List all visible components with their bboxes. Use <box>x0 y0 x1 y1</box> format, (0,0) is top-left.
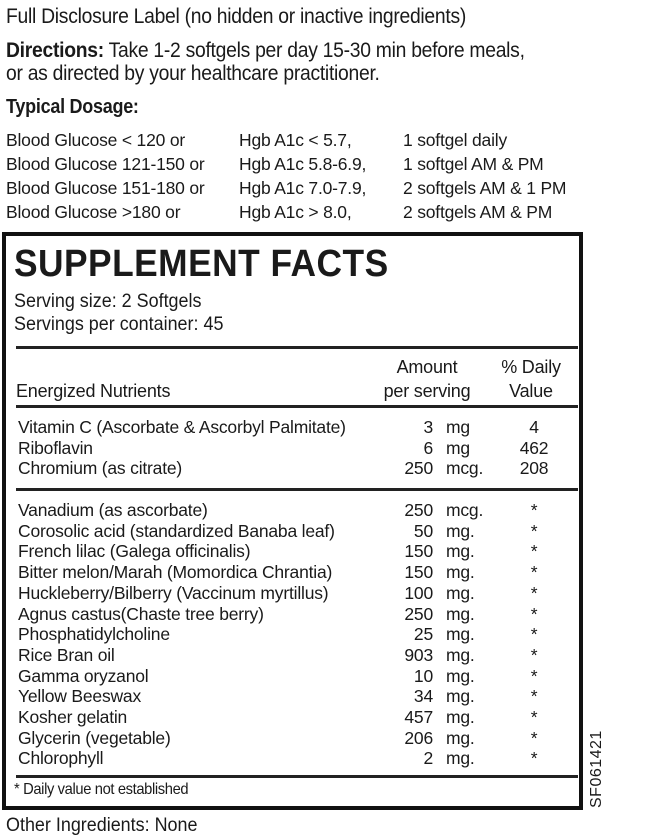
divider-thick <box>16 775 578 778</box>
nutrient-row <box>0 417 661 438</box>
nutrient-name: Huckleberry/Bilberry (Vaccinum myrtillus) <box>18 582 329 603</box>
glucose-range: Blood Glucose 151-180 or <box>6 178 205 198</box>
nutrient-unit: mg. <box>446 541 475 562</box>
nutrient-row <box>0 666 661 687</box>
nutrient-row <box>0 500 661 521</box>
directions-text-2: or as directed by your healthcare practitioner. <box>6 62 380 85</box>
glucose-range: Blood Glucose < 120 or <box>6 130 185 150</box>
nutrient-name: French lilac (Galega officinalis) <box>18 541 251 562</box>
nutrient-name: Corosolic acid (standardized Banaba leaf) <box>18 520 335 541</box>
footnote-text: * Daily value not established <box>14 781 189 798</box>
nutrient-daily-value: 462 <box>519 437 549 458</box>
disclosure-text <box>6 6 506 28</box>
supplement-facts-title: SUPPLEMENT FACTS <box>14 243 389 285</box>
nutrient-amount: 250 <box>404 458 433 479</box>
nutrient-name: Phosphatidylcholine <box>18 624 170 645</box>
nutrient-row <box>0 728 661 749</box>
dose-amount: 1 softgel AM & PM <box>403 154 544 174</box>
nutrient-name: Chromium (as citrate) <box>18 458 183 479</box>
col-header-dv-2: Value <box>509 381 553 401</box>
directions-line-2 <box>6 63 412 85</box>
nutrient-amount: 150 <box>404 541 433 562</box>
servings-per-container <box>14 313 242 335</box>
nutrient-name: Agnus castus(Chaste tree berry) <box>18 603 264 624</box>
col-header-amount-2: per serving <box>383 381 471 401</box>
dose-amount: 2 softgels AM & PM <box>403 202 553 222</box>
nutrient-amount: 2 <box>423 748 433 769</box>
nutrient-unit: mg <box>446 417 470 437</box>
nutrient-unit: mg <box>446 437 470 458</box>
nutrient-name: Gamma oryzanol <box>18 665 149 686</box>
nutrient-name: Glycerin (vegetable) <box>18 727 171 748</box>
nutrient-amount: 903 <box>404 644 433 665</box>
nutrient-row <box>0 624 661 645</box>
nutrient-daily-value: * <box>530 644 538 665</box>
nutrient-amount: 34 <box>413 686 433 707</box>
nutrient-daily-value: * <box>530 500 538 520</box>
glucose-range: Blood Glucose >180 or <box>6 202 181 222</box>
dose-amount: 2 softgels AM & 1 PM <box>403 178 567 198</box>
label-code: SF061421 <box>588 730 605 808</box>
nutrient-amount: 10 <box>413 665 433 686</box>
col-header-amount-1: Amount <box>396 357 458 377</box>
nutrient-unit: mg. <box>446 520 475 541</box>
nutrient-row <box>0 562 661 583</box>
nutrient-row <box>0 458 661 479</box>
nutrient-unit: mg. <box>446 748 475 769</box>
glucose-range: Blood Glucose 121-150 or <box>6 154 205 174</box>
a1c-range: Hgb A1c < 5.7, <box>239 130 352 150</box>
serving-size <box>14 290 218 312</box>
nutrient-amount: 25 <box>413 624 433 645</box>
other-ingredients-text: Other Ingredients: None <box>6 814 198 836</box>
a1c-range: Hgb A1c > 8.0, <box>239 202 352 222</box>
nutrient-daily-value: * <box>530 541 538 562</box>
nutrient-daily-value: 208 <box>519 458 549 479</box>
nutrient-row <box>0 686 661 707</box>
disclosure-label: Full Disclosure Label (no hidden or inactive ingredients) <box>6 5 467 28</box>
nutrient-daily-value: * <box>530 520 538 541</box>
nutrient-daily-value: 4 <box>529 417 539 437</box>
nutrient-unit: mg. <box>446 686 475 707</box>
servings-per-container-text: Servings per container: 45 <box>14 313 224 335</box>
nutrient-daily-value: * <box>530 707 538 727</box>
nutrient-row <box>0 748 661 769</box>
nutrient-name: Rice Bran oil <box>18 644 115 665</box>
col-header-nutrients: Energized Nutrients <box>16 381 171 401</box>
col-header-dv-1: % Daily <box>501 357 561 377</box>
a1c-range: Hgb A1c 7.0-7.9, <box>239 178 367 198</box>
nutrient-unit: mg. <box>446 644 475 665</box>
nutrient-row <box>0 707 661 728</box>
nutrient-name: Kosher gelatin <box>18 707 128 727</box>
nutrient-name: Chlorophyll <box>18 748 104 769</box>
nutrient-name: Bitter melon/Marah (Momordica Chrantia) <box>18 562 333 583</box>
nutrient-amount: 50 <box>413 520 433 541</box>
nutrient-amount: 6 <box>423 437 433 458</box>
nutrient-daily-value: * <box>530 582 538 603</box>
divider-thick <box>16 346 578 349</box>
nutrient-row <box>0 604 661 625</box>
directions-container <box>6 40 525 62</box>
directions-label: Directions: <box>6 39 104 62</box>
typical-dosage-heading <box>6 96 153 118</box>
nutrient-row <box>0 438 661 459</box>
serving-size-text: Serving size: 2 Softgels <box>14 290 202 312</box>
nutrient-row <box>0 541 661 562</box>
nutrient-amount: 100 <box>404 582 433 603</box>
nutrient-unit: mg. <box>446 624 475 645</box>
divider-thick <box>16 488 578 491</box>
typical-dosage-label: Typical Dosage: <box>6 96 139 118</box>
nutrient-daily-value: * <box>530 603 538 624</box>
other-ingredients <box>6 814 214 836</box>
nutrient-daily-value: * <box>530 748 538 769</box>
nutrient-unit: mcg. <box>446 500 484 520</box>
nutrient-row <box>0 583 661 604</box>
divider-thick <box>16 405 578 408</box>
nutrient-row <box>0 521 661 542</box>
directions-line-1 <box>6 40 570 62</box>
a1c-range: Hgb A1c 5.8-6.9, <box>239 154 367 174</box>
nutrient-amount: 250 <box>404 500 433 520</box>
nutrient-amount: 206 <box>404 727 433 748</box>
nutrient-amount: 150 <box>404 562 433 583</box>
nutrient-daily-value: * <box>530 624 538 645</box>
footnote <box>14 780 203 800</box>
nutrient-unit: mg. <box>446 727 475 748</box>
nutrient-unit: mg. <box>446 665 475 686</box>
nutrient-row <box>0 645 661 666</box>
nutrient-name: Vanadium (as ascorbate) <box>18 500 208 520</box>
nutrient-unit: mg. <box>446 707 475 727</box>
nutrient-unit: mg. <box>446 582 475 603</box>
nutrient-daily-value: * <box>530 727 538 748</box>
nutrient-name: Vitamin C (Ascorbate & Ascorbyl Palmitate) <box>18 417 346 437</box>
nutrient-unit: mg. <box>446 603 475 624</box>
nutrient-unit: mcg. <box>446 458 484 479</box>
nutrient-daily-value: * <box>530 562 538 583</box>
dose-amount: 1 softgel daily <box>403 130 508 150</box>
nutrient-daily-value: * <box>530 665 538 686</box>
nutrient-daily-value: * <box>530 686 538 707</box>
nutrient-amount: 457 <box>404 707 433 727</box>
nutrient-amount: 250 <box>404 603 433 624</box>
nutrient-name: Yellow Beeswax <box>18 686 142 707</box>
nutrient-amount: 3 <box>423 417 433 437</box>
nutrient-unit: mg. <box>446 562 475 583</box>
directions-text: Take 1-2 softgels per day 15-30 min before meals, <box>103 39 525 62</box>
nutrient-name: Riboflavin <box>18 437 93 458</box>
